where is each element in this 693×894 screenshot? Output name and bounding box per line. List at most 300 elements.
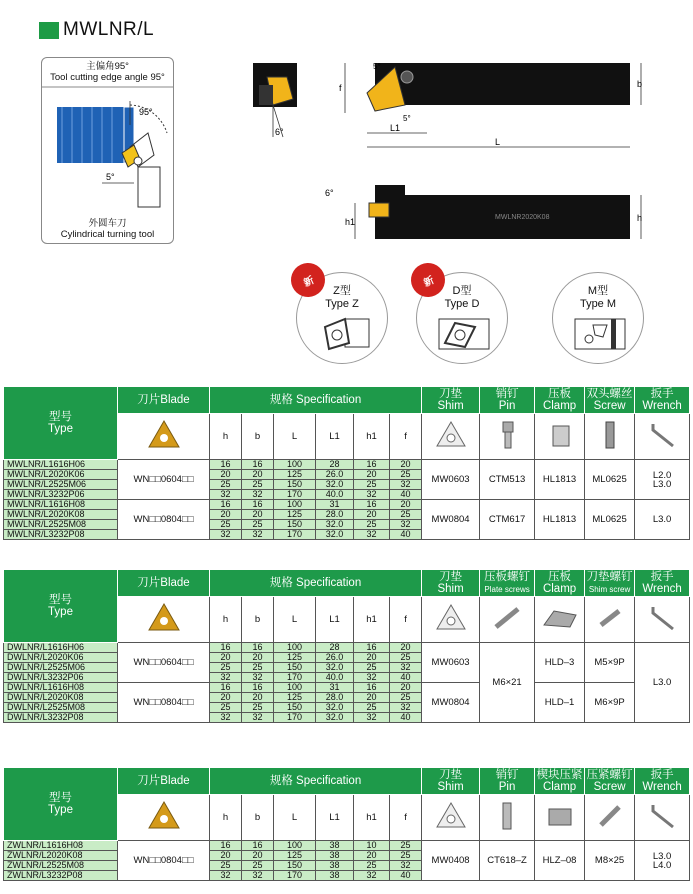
spec-cell: 20 bbox=[242, 851, 274, 861]
spec-cell: 100 bbox=[274, 643, 316, 653]
shim-screw-icon bbox=[585, 597, 635, 643]
spec-cell: 32.0 bbox=[316, 713, 354, 723]
spec-cell: 170 bbox=[274, 490, 316, 500]
text-cell: 刀垫 bbox=[439, 388, 463, 400]
dim-L1: L1 bbox=[390, 123, 401, 133]
spec-cell: 20 bbox=[390, 460, 422, 470]
text-cell: Pin bbox=[498, 781, 516, 793]
text-cell: Type bbox=[48, 423, 73, 435]
text-cell: 双头螺丝 bbox=[586, 388, 633, 400]
dim-h1: h1 bbox=[345, 217, 356, 227]
text-cell: Clamp bbox=[542, 400, 577, 412]
spec-cell: 16 bbox=[242, 683, 274, 693]
spec-cell: 150 bbox=[274, 663, 316, 673]
badge-d-cn: D型 bbox=[452, 285, 472, 297]
spec-cell: 40 bbox=[390, 530, 422, 540]
spec-cell: 10 bbox=[354, 841, 390, 851]
col-shim bbox=[422, 570, 480, 597]
row-type: MWLNR/L2525M06 bbox=[4, 480, 118, 490]
shim-code: MW0408 bbox=[422, 841, 480, 881]
spec-cell: 32 bbox=[390, 703, 422, 713]
row-type: MWLNR/L3232P06 bbox=[4, 490, 118, 500]
spec-cell: 25 bbox=[354, 663, 390, 673]
col-pin bbox=[480, 768, 535, 795]
spec-cell: 32 bbox=[354, 490, 390, 500]
text-cell: 压板 bbox=[548, 571, 572, 583]
text-cell: 压紧螺钉 bbox=[586, 769, 633, 781]
text-cell: Screw bbox=[593, 400, 626, 412]
dim-5-top: 5° bbox=[373, 62, 381, 71]
spec-cell: 170 bbox=[274, 871, 316, 881]
col-wrench bbox=[635, 570, 690, 597]
shim-code: MW0603 bbox=[422, 460, 480, 500]
spec-cell: 25 bbox=[354, 861, 390, 871]
row-type: DWLNR/L2525M08 bbox=[4, 703, 118, 713]
row-type: MWLNR/L1616H06 bbox=[4, 460, 118, 470]
spec-cell: 100 bbox=[274, 683, 316, 693]
badge-type-z bbox=[296, 272, 388, 364]
text-cell: 扳手 bbox=[650, 769, 674, 781]
spec-cell: 32 bbox=[242, 673, 274, 683]
text-cell: f bbox=[390, 597, 422, 643]
spec-cell: 40.0 bbox=[316, 673, 354, 683]
spec-cell: 40 bbox=[390, 871, 422, 881]
spec-cell: 170 bbox=[274, 673, 316, 683]
spec-cell: 31 bbox=[316, 500, 354, 510]
table-row bbox=[4, 643, 690, 653]
spec-cell: 20 bbox=[210, 851, 242, 861]
text-cell: h1 bbox=[354, 795, 390, 841]
spec-cell: 25 bbox=[210, 663, 242, 673]
spec-cell: 32 bbox=[210, 871, 242, 881]
spec-cell: 25 bbox=[242, 480, 274, 490]
spec-cell: 150 bbox=[274, 703, 316, 713]
text-cell: Type bbox=[48, 804, 73, 816]
col-screw bbox=[585, 387, 635, 414]
spec-cell: 25 bbox=[210, 520, 242, 530]
spec-cell: 40 bbox=[390, 490, 422, 500]
shim-screw-code: M5×9P bbox=[585, 643, 635, 683]
shim-code: MW0603 bbox=[422, 643, 480, 683]
text-cell: 型号 bbox=[49, 792, 72, 804]
text-cell: Shim bbox=[437, 583, 464, 595]
clamp-icon bbox=[535, 414, 585, 460]
spec-cell: 25 bbox=[390, 653, 422, 663]
spec-cell: 26.0 bbox=[316, 470, 354, 480]
spec-cell: 32 bbox=[390, 520, 422, 530]
spec-cell: 32 bbox=[210, 530, 242, 540]
shim-icon bbox=[422, 597, 480, 643]
spec-cell: 100 bbox=[274, 460, 316, 470]
blade-code: WN□□0804□□ bbox=[118, 500, 210, 540]
blade-code: WN□□0804□□ bbox=[118, 683, 210, 723]
spec-cell: 100 bbox=[274, 841, 316, 851]
wrench-code: L3.0 L4.0 bbox=[635, 841, 690, 881]
angle-caption-cn: 主偏角95° bbox=[86, 61, 129, 72]
blade-icon bbox=[118, 414, 210, 460]
spec-cell: 25 bbox=[210, 703, 242, 713]
spec-cell: 100 bbox=[274, 500, 316, 510]
spec-cell: 20 bbox=[242, 510, 274, 520]
spec-cell: 25 bbox=[242, 520, 274, 530]
badge-m-cn: M型 bbox=[587, 285, 609, 297]
text-cell: b bbox=[242, 414, 274, 460]
pin-code: CTM617 bbox=[480, 500, 535, 540]
spec-cell: 31 bbox=[316, 683, 354, 693]
screw-icon bbox=[585, 795, 635, 841]
type-d-icon bbox=[431, 313, 495, 353]
col-shim bbox=[422, 768, 480, 795]
spec-cell: 25 bbox=[390, 470, 422, 480]
text-cell: 销钉 bbox=[495, 769, 519, 781]
text-cell: L1 bbox=[316, 795, 354, 841]
spec-cell: 170 bbox=[274, 713, 316, 723]
blade-icon bbox=[118, 795, 210, 841]
page-header bbox=[39, 19, 154, 41]
new-ribbon: 新 bbox=[405, 257, 450, 302]
screw-code: M8×25 bbox=[585, 841, 635, 881]
spec-cell: 32 bbox=[354, 871, 390, 881]
text-cell: f bbox=[390, 414, 422, 460]
type-caption-cn: 外圆车刀 bbox=[88, 218, 127, 229]
row-type: ZWLNR/L2525M08 bbox=[4, 861, 118, 871]
header-square-icon bbox=[39, 22, 59, 39]
spec-cell: 16 bbox=[210, 841, 242, 851]
row-type: MWLNR/L2020K06 bbox=[4, 470, 118, 480]
clamp-icon bbox=[535, 597, 585, 643]
spec-cell: 38 bbox=[316, 841, 354, 851]
col-type bbox=[4, 387, 118, 460]
col-clamp bbox=[535, 768, 585, 795]
badge-d-en: Type D bbox=[444, 298, 480, 310]
spec-cell: 38 bbox=[316, 871, 354, 881]
text-cell: Wrench bbox=[642, 400, 682, 412]
spec-cell: 20 bbox=[210, 693, 242, 703]
text-cell: L bbox=[274, 597, 316, 643]
blade-code: WN□□0604□□ bbox=[118, 643, 210, 683]
spec-cell: 32 bbox=[354, 713, 390, 723]
screw-code: ML0625 bbox=[585, 460, 635, 500]
row-type: MWLNR/L3232P08 bbox=[4, 530, 118, 540]
blade-code: WN□□0604□□ bbox=[118, 460, 210, 500]
text-cell: L1 bbox=[316, 597, 354, 643]
spec-cell: 16 bbox=[242, 841, 274, 851]
spec-cell: 25 bbox=[390, 510, 422, 520]
wrench-icon bbox=[635, 795, 690, 841]
spec-cell: 25 bbox=[354, 520, 390, 530]
spec-cell: 25 bbox=[210, 861, 242, 871]
spec-cell: 16 bbox=[354, 500, 390, 510]
spec-cell: 32 bbox=[210, 490, 242, 500]
table-dwlnr bbox=[3, 569, 690, 723]
spec-cell: 16 bbox=[210, 643, 242, 653]
col-shim bbox=[422, 387, 480, 414]
spec-cell: 150 bbox=[274, 480, 316, 490]
text-cell: Pin bbox=[498, 400, 516, 412]
spec-cell: 170 bbox=[274, 530, 316, 540]
spec-cell: 16 bbox=[210, 460, 242, 470]
clamp-code: HLZ–08 bbox=[535, 841, 585, 881]
col-clamp bbox=[535, 570, 585, 597]
text-cell: Wrench bbox=[642, 583, 682, 595]
spec-cell: 25 bbox=[354, 703, 390, 713]
spec-cell: 32 bbox=[242, 490, 274, 500]
spec-cell: 26.0 bbox=[316, 653, 354, 663]
text-cell: 楔块压紧 bbox=[536, 769, 583, 781]
row-type: DWLNR/L2020K08 bbox=[4, 693, 118, 703]
col-spec: 规格 Specification bbox=[210, 570, 422, 597]
dim-L: L bbox=[495, 137, 501, 147]
spec-cell: 20 bbox=[242, 653, 274, 663]
col-screw bbox=[585, 768, 635, 795]
wrench-code: L2.0 L3.0 bbox=[635, 460, 690, 500]
spec-cell: 25 bbox=[242, 663, 274, 673]
spec-cell: 32 bbox=[242, 713, 274, 723]
spec-cell: 16 bbox=[354, 643, 390, 653]
spec-cell: 20 bbox=[354, 510, 390, 520]
spec-cell: 25 bbox=[242, 861, 274, 871]
shim-icon bbox=[422, 414, 480, 460]
spec-cell: 16 bbox=[242, 643, 274, 653]
spec-cell: 28 bbox=[316, 643, 354, 653]
shim-icon bbox=[422, 795, 480, 841]
screw-code: ML0625 bbox=[585, 500, 635, 540]
holder-side-text: MWLNR2020K08 bbox=[495, 214, 550, 221]
table-row bbox=[4, 460, 690, 470]
pin-code: CTM513 bbox=[480, 460, 535, 500]
text-cell: Clamp bbox=[542, 781, 577, 793]
spec-cell: 20 bbox=[242, 693, 274, 703]
text-cell: Type bbox=[48, 606, 73, 618]
col-spec: 规格 Specification bbox=[210, 768, 422, 795]
spec-cell: 20 bbox=[354, 653, 390, 663]
row-type: ZWLNR/L2020K08 bbox=[4, 851, 118, 861]
text-cell: Shim bbox=[437, 781, 464, 793]
text-cell: 型号 bbox=[49, 411, 72, 423]
holder-dimension-diagram bbox=[245, 55, 665, 250]
row-type: MWLNR/L2525M08 bbox=[4, 520, 118, 530]
dim-6-angle: 6° bbox=[275, 127, 284, 137]
spec-cell: 32 bbox=[242, 871, 274, 881]
spec-cell: 20 bbox=[354, 470, 390, 480]
spec-cell: 32 bbox=[354, 530, 390, 540]
spec-cell: 32.0 bbox=[316, 530, 354, 540]
spec-cell: 16 bbox=[210, 500, 242, 510]
dim-5-bot: 5° bbox=[403, 114, 411, 123]
spec-cell: 125 bbox=[274, 693, 316, 703]
spec-cell: 20 bbox=[390, 643, 422, 653]
text-cell: h bbox=[210, 597, 242, 643]
text-cell: 型号 bbox=[49, 594, 72, 606]
col-blade: 刀片Blade bbox=[118, 768, 210, 795]
spec-cell: 32.0 bbox=[316, 520, 354, 530]
shim-code: MW0804 bbox=[422, 500, 480, 540]
spec-cell: 32 bbox=[390, 663, 422, 673]
blade-code: WN□□0804□□ bbox=[118, 841, 210, 881]
col-plate-screws bbox=[480, 570, 535, 597]
text-cell: 刀垫 bbox=[439, 769, 463, 781]
dim-h: h bbox=[637, 213, 643, 223]
spec-cell: 32.0 bbox=[316, 663, 354, 673]
row-type: DWLNR/L2020K06 bbox=[4, 653, 118, 663]
text-cell: L1 bbox=[316, 414, 354, 460]
dim-b: b bbox=[637, 79, 643, 89]
spec-cell: 28.0 bbox=[316, 510, 354, 520]
spec-cell: 40.0 bbox=[316, 490, 354, 500]
new-ribbon: 新 bbox=[285, 257, 330, 302]
spec-cell: 32 bbox=[390, 861, 422, 871]
wrench-code: L3.0 bbox=[635, 500, 690, 540]
table-zwlnr bbox=[3, 767, 690, 881]
clamp-code: HLD–1 bbox=[535, 683, 585, 723]
plate-screw-code: M6×21 bbox=[480, 643, 535, 723]
spec-cell: 28 bbox=[316, 460, 354, 470]
spec-cell: 150 bbox=[274, 861, 316, 871]
col-type bbox=[4, 570, 118, 643]
spec-cell: 32 bbox=[242, 530, 274, 540]
spec-cell: 20 bbox=[210, 510, 242, 520]
wrench-icon bbox=[635, 414, 690, 460]
spec-cell: 20 bbox=[390, 500, 422, 510]
dim-6-side: 6° bbox=[325, 188, 334, 198]
clamp-code: HL1813 bbox=[535, 460, 585, 500]
spec-cell: 32.0 bbox=[316, 480, 354, 490]
text-cell: Shim bbox=[437, 400, 464, 412]
spec-cell: 125 bbox=[274, 851, 316, 861]
text-cell: h bbox=[210, 795, 242, 841]
text-cell: b bbox=[242, 597, 274, 643]
clamp-code: HLD–3 bbox=[535, 643, 585, 683]
badge-m-en: Type M bbox=[579, 298, 617, 310]
text-cell: Plate screws bbox=[484, 584, 530, 594]
text-cell: L bbox=[274, 795, 316, 841]
shim-screw-code: M6×9P bbox=[585, 683, 635, 723]
angle-95-label: 95° bbox=[139, 107, 153, 117]
table-row bbox=[4, 841, 690, 851]
badge-z-en: Type Z bbox=[325, 298, 359, 310]
spec-cell: 28.0 bbox=[316, 693, 354, 703]
pin-icon bbox=[480, 414, 535, 460]
text-cell: Shim screw bbox=[588, 584, 631, 594]
wrench-icon bbox=[635, 597, 690, 643]
spec-cell: 20 bbox=[210, 470, 242, 480]
clamp-code: HL1813 bbox=[535, 500, 585, 540]
spec-cell: 25 bbox=[390, 841, 422, 851]
spec-cell: 32 bbox=[210, 673, 242, 683]
type-z-icon bbox=[315, 313, 373, 353]
blade-icon bbox=[118, 597, 210, 643]
text-cell: Clamp bbox=[542, 583, 577, 595]
spec-cell: 125 bbox=[274, 510, 316, 520]
text-cell: L bbox=[274, 414, 316, 460]
turning-diagram bbox=[42, 85, 173, 217]
spec-cell: 16 bbox=[354, 460, 390, 470]
table-row bbox=[4, 500, 690, 510]
row-type: DWLNR/L2525M06 bbox=[4, 663, 118, 673]
spec-cell: 32 bbox=[354, 673, 390, 683]
spec-cell: 16 bbox=[242, 500, 274, 510]
text-cell: 压板 bbox=[548, 388, 572, 400]
spec-cell: 20 bbox=[354, 851, 390, 861]
pin-code: CT618–Z bbox=[480, 841, 535, 881]
spec-cell: 25 bbox=[390, 851, 422, 861]
col-pin bbox=[480, 387, 535, 414]
text-cell: Screw bbox=[593, 781, 626, 793]
text-cell: b bbox=[242, 795, 274, 841]
spec-cell: 20 bbox=[354, 693, 390, 703]
text-cell: 扳手 bbox=[650, 571, 674, 583]
spec-cell: 16 bbox=[242, 460, 274, 470]
pin-icon bbox=[480, 795, 535, 841]
text-cell: f bbox=[390, 795, 422, 841]
type-caption-en: Cylindrical turning tool bbox=[60, 229, 155, 240]
page-title: MWLNR/L bbox=[63, 19, 155, 40]
row-type: ZWLNR/L1616H08 bbox=[4, 841, 118, 851]
row-type: MWLNR/L2020K08 bbox=[4, 510, 118, 520]
col-shim-screw bbox=[585, 570, 635, 597]
spec-cell: 20 bbox=[210, 653, 242, 663]
text-cell: 压板螺钉 bbox=[484, 570, 531, 583]
spec-cell: 125 bbox=[274, 653, 316, 663]
dim-f: f bbox=[339, 83, 342, 93]
angle-caption-en: Tool cutting edge angle 95° bbox=[50, 72, 165, 83]
shim-code: MW0804 bbox=[422, 683, 480, 723]
text-cell: 刀垫 bbox=[439, 571, 463, 583]
col-spec: 规格 Specification bbox=[210, 387, 422, 414]
text-cell: 刀垫螺钉 bbox=[586, 570, 633, 583]
text-cell: 销钉 bbox=[495, 388, 519, 400]
spec-cell: 25 bbox=[242, 703, 274, 713]
text-cell: h bbox=[210, 414, 242, 460]
spec-cell: 25 bbox=[210, 480, 242, 490]
row-type: MWLNR/L1616H08 bbox=[4, 500, 118, 510]
spec-cell: 16 bbox=[210, 683, 242, 693]
spec-cell: 20 bbox=[242, 470, 274, 480]
spec-cell: 125 bbox=[274, 470, 316, 480]
badge-z-cn: Z型 bbox=[333, 285, 351, 297]
row-type: DWLNR/L3232P08 bbox=[4, 713, 118, 723]
col-wrench bbox=[635, 768, 690, 795]
col-blade: 刀片Blade bbox=[118, 570, 210, 597]
spec-cell: 32.0 bbox=[316, 703, 354, 713]
spec-cell: 40 bbox=[390, 673, 422, 683]
spec-cell: 32 bbox=[210, 713, 242, 723]
text-cell: h1 bbox=[354, 597, 390, 643]
plate-screw-icon bbox=[480, 597, 535, 643]
angle-5-label: 5° bbox=[106, 172, 115, 182]
screw-icon bbox=[585, 414, 635, 460]
col-wrench bbox=[635, 387, 690, 414]
spec-cell: 25 bbox=[354, 480, 390, 490]
text-cell: h1 bbox=[354, 414, 390, 460]
text-cell: Wrench bbox=[642, 781, 682, 793]
badge-type-d bbox=[416, 272, 508, 364]
spec-cell: 20 bbox=[390, 683, 422, 693]
spec-cell: 25 bbox=[390, 693, 422, 703]
spec-cell: 150 bbox=[274, 520, 316, 530]
spec-cell: 40 bbox=[390, 713, 422, 723]
table-row bbox=[4, 683, 690, 693]
row-type: ZWLNR/L3232P08 bbox=[4, 871, 118, 881]
type-m-icon bbox=[567, 313, 631, 353]
wrench-code: L3.0 bbox=[635, 643, 690, 723]
col-blade: 刀片Blade bbox=[118, 387, 210, 414]
badge-type-m bbox=[552, 272, 644, 364]
spec-cell: 38 bbox=[316, 861, 354, 871]
table-mwlnr bbox=[3, 386, 690, 540]
col-type bbox=[4, 768, 118, 841]
clamp-icon bbox=[535, 795, 585, 841]
